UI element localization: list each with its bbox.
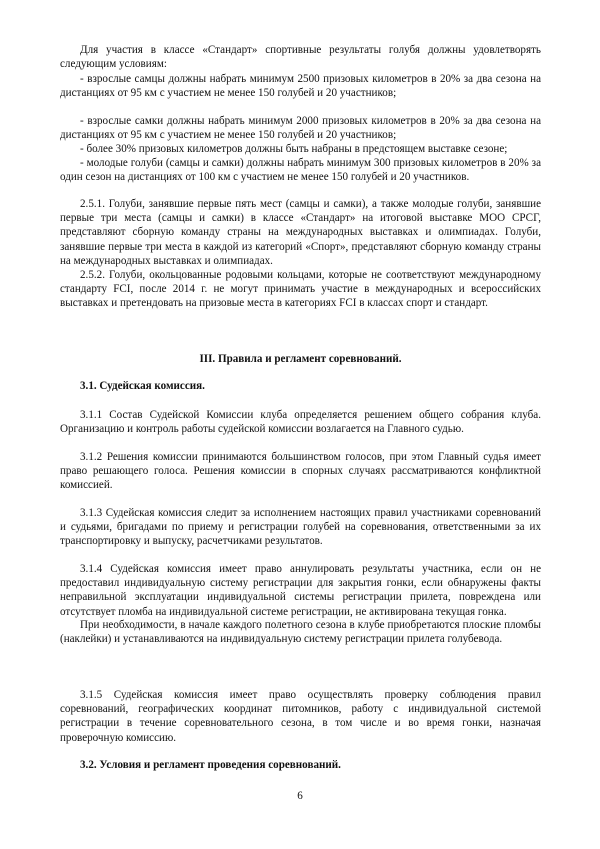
standard-class-intro: Для участия в классе «Стандарт» спортивные результаты голубя должны удовлетворять следующим условиям: [60,44,541,71]
bullet-adult-females: - взрослые самки должны набрать минимум 2000 призовых километров в 20% за два сезона на дистанциях от 95 км с участием не менее 150 голубей и 20 участников; [60,115,541,142]
page-number: 6 [297,790,303,802]
bullet-young-pigeons: - молодые голуби (самцы и самки) должны набрать минимум 300 призовых километров в 20% за один сезон на дистанциях от 100 км с участием не менее 150 голубей и 20 участников. [60,157,541,184]
paragraph-3-1-4-addendum: При необходимости, в начале каждого полетного сезона в клубе приобретаются плоские пломбы (наклейки) и устанавливаются на индивидуальную систему регистрации прилета голубевода. [60,619,541,646]
paragraph-3-1-5: 3.1.5 Судейская комиссия имеет право осуществлять проверку соблюдения правил соревнований, географических координат питомников, работу с индивидуальной системой регистрации в течение соревновательного сезона, в том числе и во время гонки, назначая проверочную комиссию. [60,689,541,744]
paragraph-2-5-1: 2.5.1. Голуби, занявшие первые пять мест (самцы и самки), а также молодые голуби, занявшие первые три места (самцы и самки) в классе «Стандарт» на итоговой выставке МОО СРСГ, представляют сборную команду страны на международных выставках и олимпиадах. Голуби, занявшие первые три места в каждой из категорий «Спорт», представляют сборную команду страны на международных выставках и олимпиадах. [60,198,541,267]
section-3-heading: III. Правила и регламент соревнований. [199,353,402,365]
section-3-2-heading: 3.2. Условия и регламент проведения соревнований. [80,759,341,771]
section-3-1-heading: 3.1. Судейская комиссия. [80,380,205,392]
paragraph-3-1-2: 3.1.2 Решения комиссии принимаются большинством голосов, при этом Главный судья имеет право решающего голоса. Решения комиссии в спорных случаях рассматриваются конфликтной комиссией. [60,451,541,492]
paragraph-3-1-4: 3.1.4 Судейская комиссия имеет право аннулировать результаты участника, если он не предоставил индивидуальную систему регистрации для закрытия гонки, если обнаружены факты неправильной эксплуатации индивидуальной системы регистрации прилета, повреждена или отсутствует пломба на индивидуальной системе регистрации, не активирована текущая гонка. [60,563,541,618]
bullet-adult-males: - взрослые самцы должны набрать минимум 2500 призовых километров в 20% за два сезона на дистанциях от 95 км с участием не менее 150 голубей и 20 участников; [60,73,541,100]
paragraph-3-1-1: 3.1.1 Состав Судейской Комиссии клуба определяется решением общего собрания клуба. Организацию и контроль работы судейской комиссии возлагается на Главного судью. [60,409,541,436]
bullet-season-share: - более 30% призовых километров должны быть набраны в предстоящем выставке сезоне; [80,143,508,155]
paragraph-3-1-3: 3.1.3 Судейская комиссия следит за исполнением настоящих правил участниками соревнований и судьями, бригадами по приему и регистрации голубей на соревнования, ответственными за их транспортировку и выпуску, расчетчиками результатов. [60,507,541,548]
paragraph-2-5-2: 2.5.2. Голуби, окольцованные родовыми кольцами, которые не соответствуют международному стандарту FCI, после 2014 г. не могут принимать участие в международных и всероссийских выставках и претендовать на призовые места в категориях FCI в классах спорт и стандарт. [60,269,541,310]
